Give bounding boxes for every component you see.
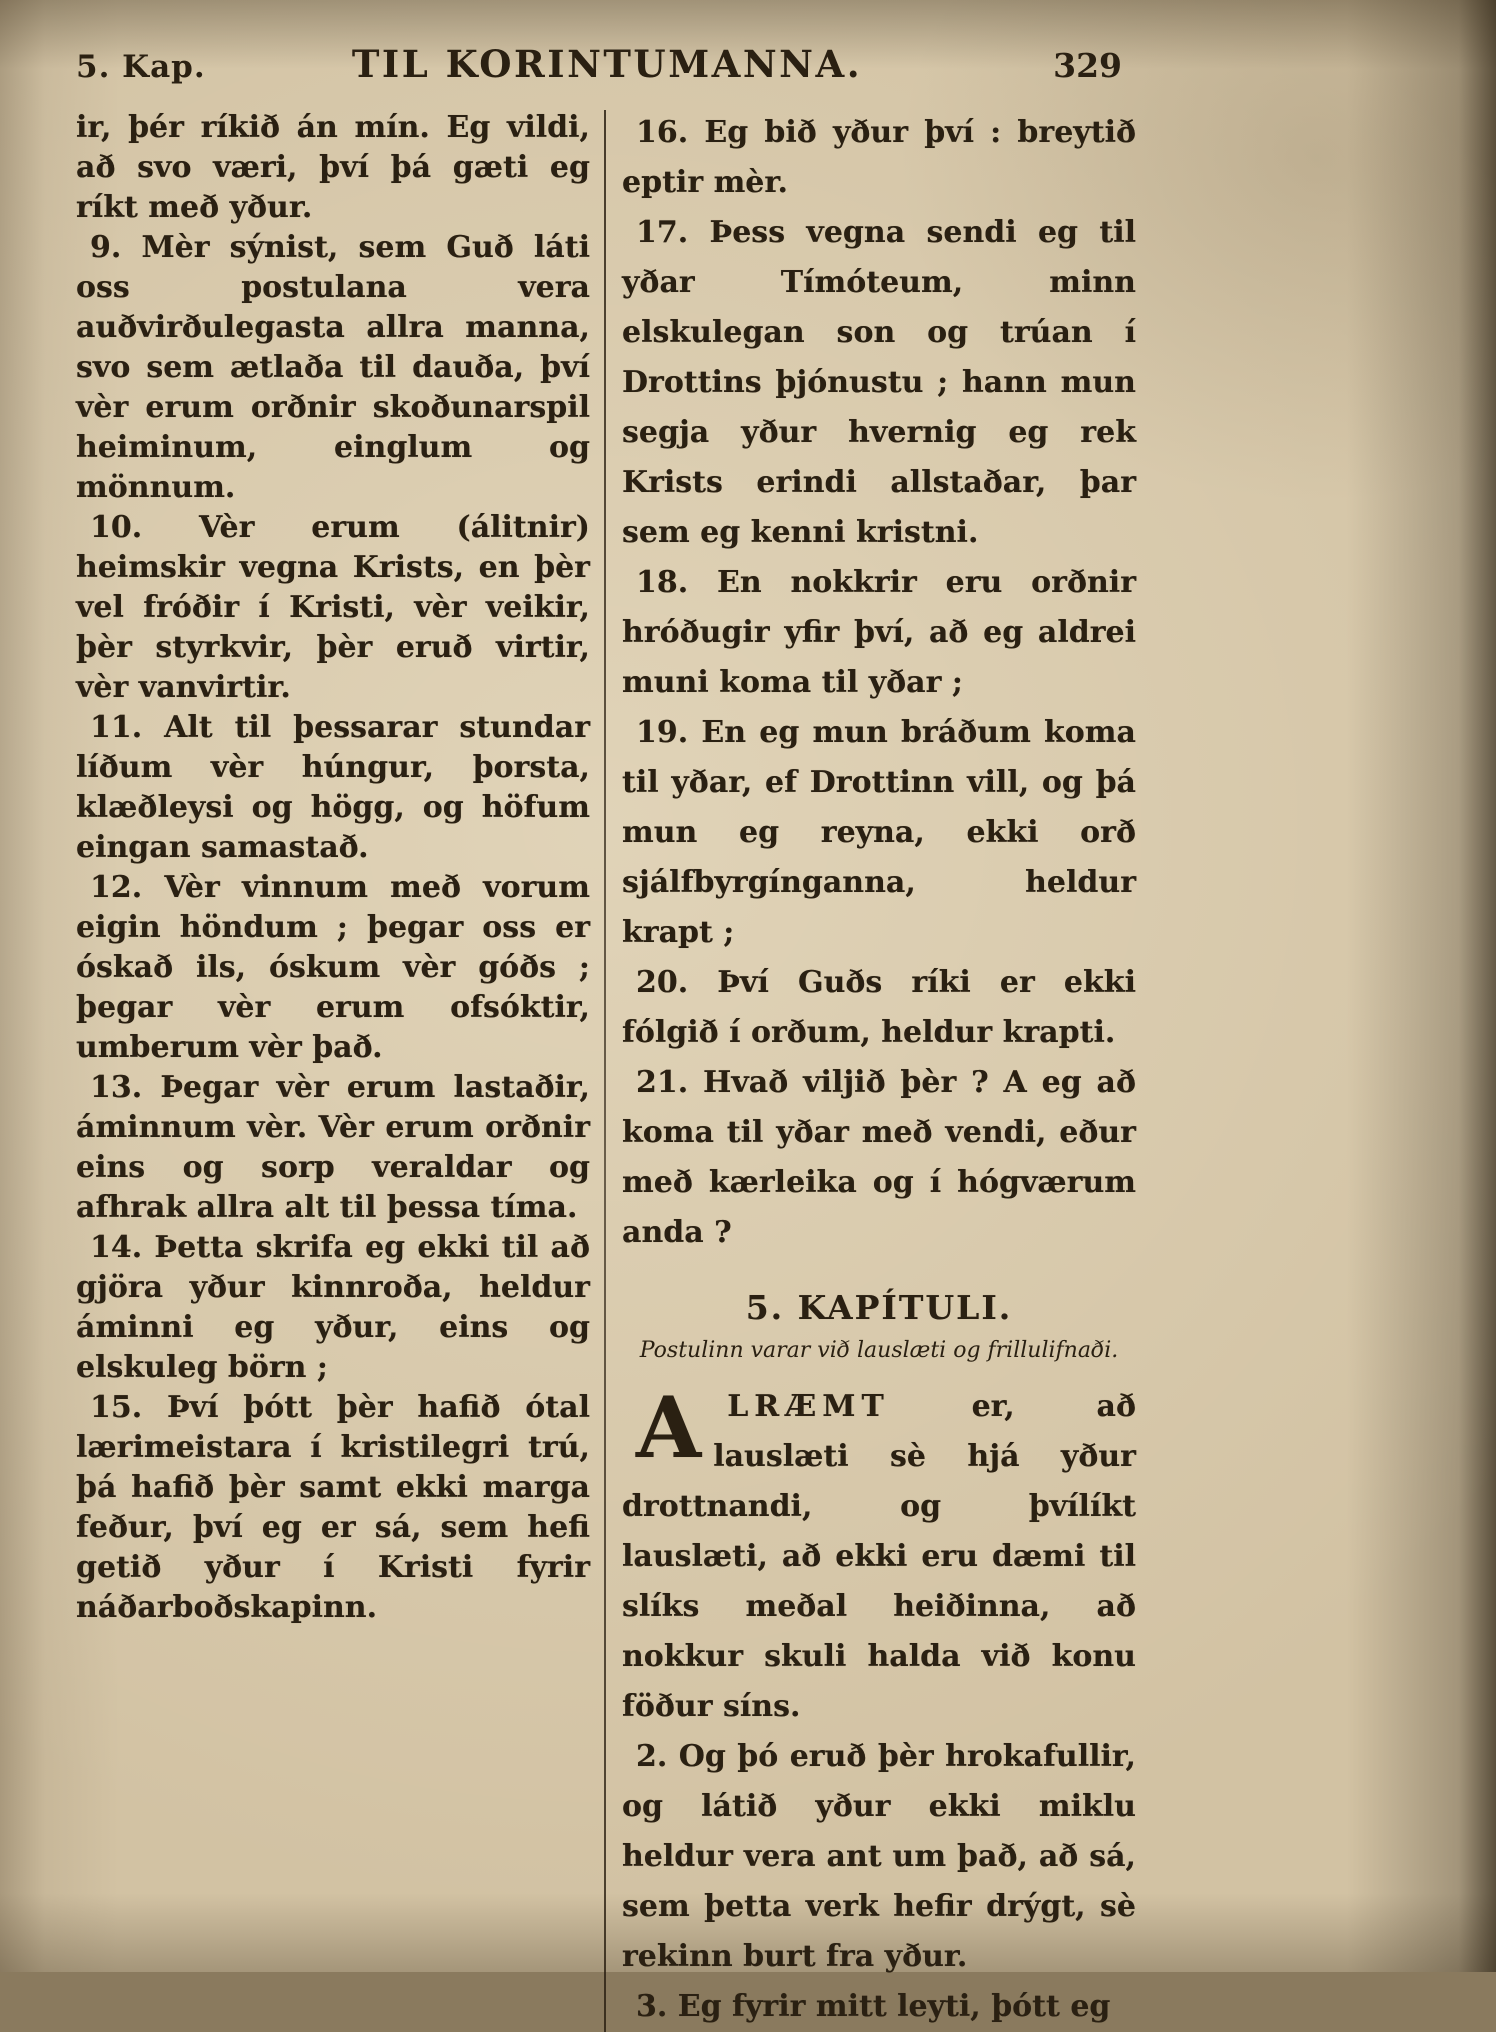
header-chapter-label: 5. Kap.	[76, 49, 206, 85]
two-column-text	[76, 108, 1138, 2032]
left-column	[76, 108, 590, 2032]
verse-1-text: er, að lauslæti sè hjá yður drottnandi, og þvílíkt lauslæti, að ekki eru dæmi til slíks meðal heiðinna, að nokkur skuli halda við konu föður síns.	[622, 1389, 1136, 1724]
chapter-heading: 5. KAPÍTULI.	[745, 1288, 1013, 1327]
verse-12: 12. Vèr vinnum með vorum eigin höndum ; þegar oss er óskað ils, óskum vèr góðs ; þegar vèr erum ofsóktir, umberum vèr það.	[76, 870, 590, 1065]
verse-15: 15. Því þótt þèr hafið ótal lærimeistara í kristilegri trú, þá hafið þèr samt ekki marga feður, því eg er sá, sem hefi getið yður í Kristi fyrir náðarboðskapinn.	[76, 1390, 590, 1625]
verse-1-dropcap-paragraph	[622, 1378, 1136, 1732]
running-head	[76, 42, 1138, 86]
verse-20: 20. Því Guðs ríki er ekki fólgið í orðum, heldur krapti.	[622, 965, 1136, 1050]
verse-16: 16. Eg bið yður því : breytið eptir mèr.	[622, 115, 1136, 200]
column-divider-rule	[604, 110, 606, 2032]
verse-2: 2. Og þó eruð þèr hrokafullir, og látið yður ekki miklu heldur vera ant um það, að sá, sem þetta verk hefir drýgt, sè rekinn burt fra yður.	[622, 1739, 1136, 1974]
verse-18: 18. En nokkrir eru orðnir hróðugir yfir því, að eg aldrei muni koma til yðar ;	[622, 565, 1136, 700]
verse-14: 14. Þetta skrifa eg ekki til að gjöra yður kinnroða, heldur áminni eg yður, eins og elskuleg börn ;	[76, 1230, 590, 1385]
verse-13: 13. Þegar vèr erum lastaðir, áminnum vèr. Vèr erum orðnir eins og sorp veraldar og afhrak allra alt til þessa tíma.	[76, 1070, 590, 1225]
verse-19: 19. En eg mun bráðum koma til yðar, ef Drottinn vill, og þá mun eg reyna, ekki orð sjálfbyrgínganna, heldur krapt ;	[622, 715, 1136, 950]
verse-9: 9. Mèr sýnist, sem Guð láti oss postulana vera auðvirðulegasta allra manna, svo sem ætlaða til dauða, því vèr erum orðnir skoðunarspil heiminum, einglum og mönnum.	[76, 230, 590, 505]
header-page-number: 329	[1053, 46, 1122, 85]
verse-8-continuation: ir, þér ríkið án mín. Eg vildi, að svo væri, því þá gæti eg ríkt með yður.	[76, 110, 590, 225]
chapter-subtitle: Postulinn varar við lauslæti og frillulifnaði.	[639, 1338, 1119, 1363]
verse-21: 21. Hvað viljið þèr ? A eg að koma til yðar með vendi, eður með kærleika og í hógværum anda ?	[622, 1065, 1136, 1250]
dropcap-caps-run: LRÆMT	[727, 1389, 890, 1424]
dropcap-initial: A	[636, 1378, 702, 1477]
verse-11: 11. Alt til þessarar stundar líðum vèr húngur, þorsta, klæðleysi og högg, og höfum eingan samastað.	[76, 710, 590, 865]
right-column	[622, 108, 1136, 2032]
verse-10: 10. Vèr erum (álitnir) heimskir vegna Krists, en þèr vel fróðir í Kristi, vèr veikir, þèr styrkvir, þèr eruð virtir, vèr vanvirtir.	[76, 510, 590, 705]
verse-3-partial: 3. Eg fyrir mitt leyti, þótt eg	[636, 1989, 1111, 2024]
header-book-title: TIL KORINTUMANNA.	[351, 42, 863, 86]
page-text-block	[76, 42, 1138, 2032]
verse-17: 17. Þess vegna sendi eg til yðar Tímóteum, minn elskulegan son og trúan í Drottins þjónustu ; hann mun segja yður hvernig eg rek Krists erindi allstaðar, þar sem eg kenni kristni.	[622, 215, 1136, 550]
